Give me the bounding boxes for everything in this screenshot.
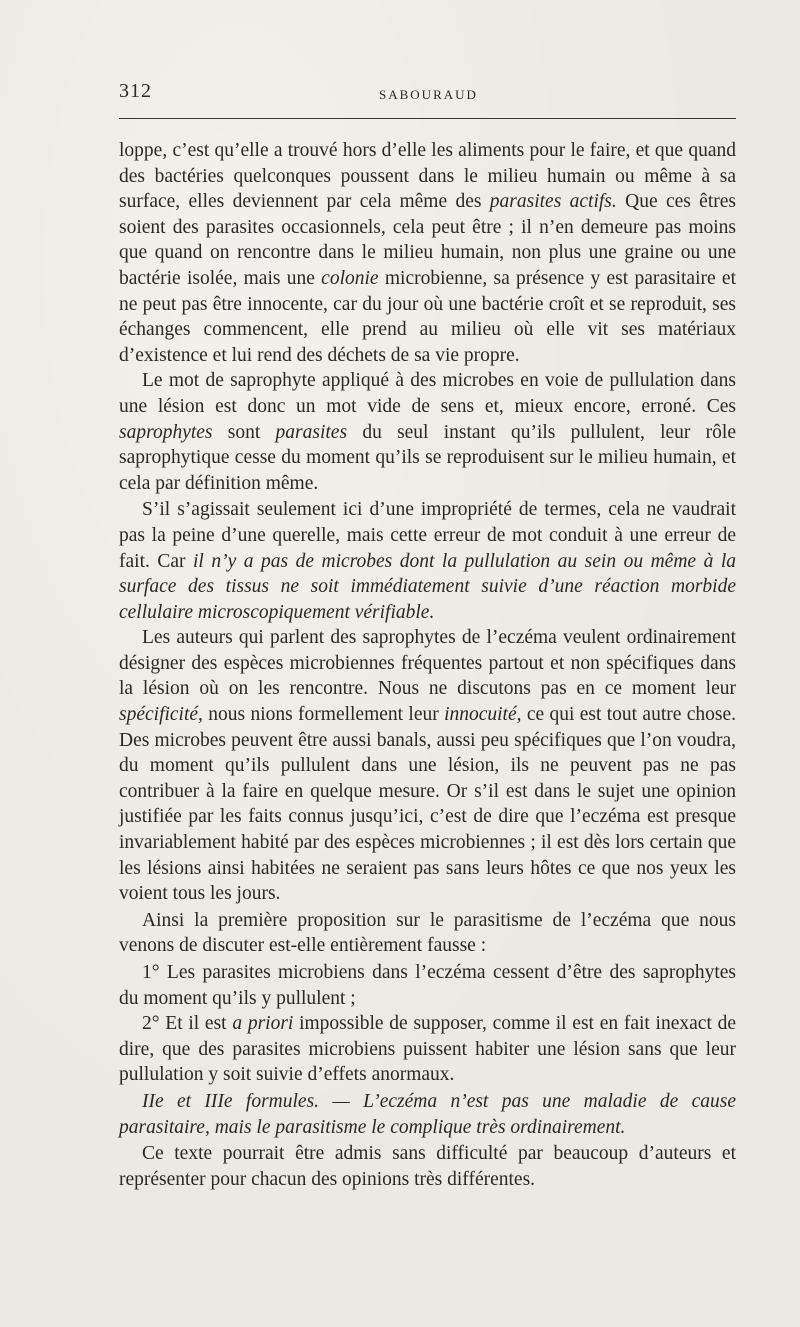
page-number: 312 <box>119 80 152 102</box>
section-heading-paragraph: IIe et IIIe formules. — L’eczéma n’est pas une maladie de cause parasitaire, mais le parasitisme le complique très ordinairement. <box>119 1090 736 1138</box>
body-text <box>119 138 736 1192</box>
paragraph: Ce texte pourrait être admis sans difficulté par beaucoup d’auteurs et représenter pour chacun des opinions très différentes. <box>119 1143 736 1190</box>
paragraph: Les auteurs qui parlent des saprophytes de l’eczéma veulent ordinairement désigner des espèces microbiennes fréquentes partout et non spécifiques dans la lésion où on les rencontre. Nous ne discutons pas en ce moment leur spécificité, nous nions formellement leur innocuité, ce qui est tout autre chose. Des microbes peuvent être aussi banals, aussi peu spécifiques que l’on voudra, du moment qu’ils pullulent dans une lésion, ils ne peuvent pas ne pas contribuer à la faire en quelque mesure. Or s’il est dans le sujet une opinion justifiée par les faits connus jusqu’ici, c’est de dire que l’eczéma est presque invariablement habité par des espèces microbiennes ; il est dès lors certain que les lésions ainsi habitées ne seraient pas sans leurs hôtes ce que nos yeux les voient tous les jours. <box>119 627 736 905</box>
paragraph: Le mot de saprophyte appliqué à des microbes en voie de pullulation dans une lésion est donc un mot vide de sens et, mieux encore, erroné. Ces saprophytes sont parasites du seul instant qu’ils pullulent, leur rôle saprophytique cesse du moment qu’ils se reproduisent sur le milieu humain, et cela par définition même. <box>119 370 736 494</box>
paragraph: S’il s’agissait seulement ici d’une impropriété de termes, cela ne vaudrait pas la peine d’une querelle, mais cette erreur de mot conduit à une erreur de fait. Car il n’y a pas de microbes dont la pullulation au sein ou même à la surface des tissus ne soit immédiatement suivie d’une réaction morbide cellulaire microscopiquement vérifiable. <box>119 499 736 623</box>
paragraph: Ainsi la première proposition sur le parasitisme de l’eczéma que nous venons de discuter est-elle entièrement fausse : <box>119 909 736 957</box>
header-rule <box>119 118 736 119</box>
list-item: 2° Et il est a priori impossible de supposer, comme il est en fait inexact de dire, que des parasites microbiens puissent habiter une lésion sans que leur pullulation y soit suivie d’effets anormaux. <box>119 1013 736 1086</box>
running-title: SABOURAUD <box>379 87 478 102</box>
list-item: 1° Les parasites microbiens dans l’eczéma cessent d’être des saprophytes du moment qu’ils y pullulent ; <box>119 962 736 1009</box>
paragraph: loppe, c’est qu’elle a trouvé hors d’elle les aliments pour le faire, et que quand des bactéries quelconques poussent dans le milieu humain ou même à sa surface, elles deviennent par cela même des parasites actifs. Que ces êtres soient des parasites occasionnels, cela peut être ; il n’en demeure pas moins que quand on rencontre dans le milieu humain, non plus une graine ou une bactérie isolée, mais une colonie microbienne, sa présence y est parasitaire et ne peut pas être innocente, car du jour où une bactérie croît et se reproduit, ses échanges commencent, elle prend au milieu où elle vit ses matériaux d’existence et lui rend des déchets de sa vie propre. <box>119 140 737 366</box>
page-header <box>119 80 736 110</box>
